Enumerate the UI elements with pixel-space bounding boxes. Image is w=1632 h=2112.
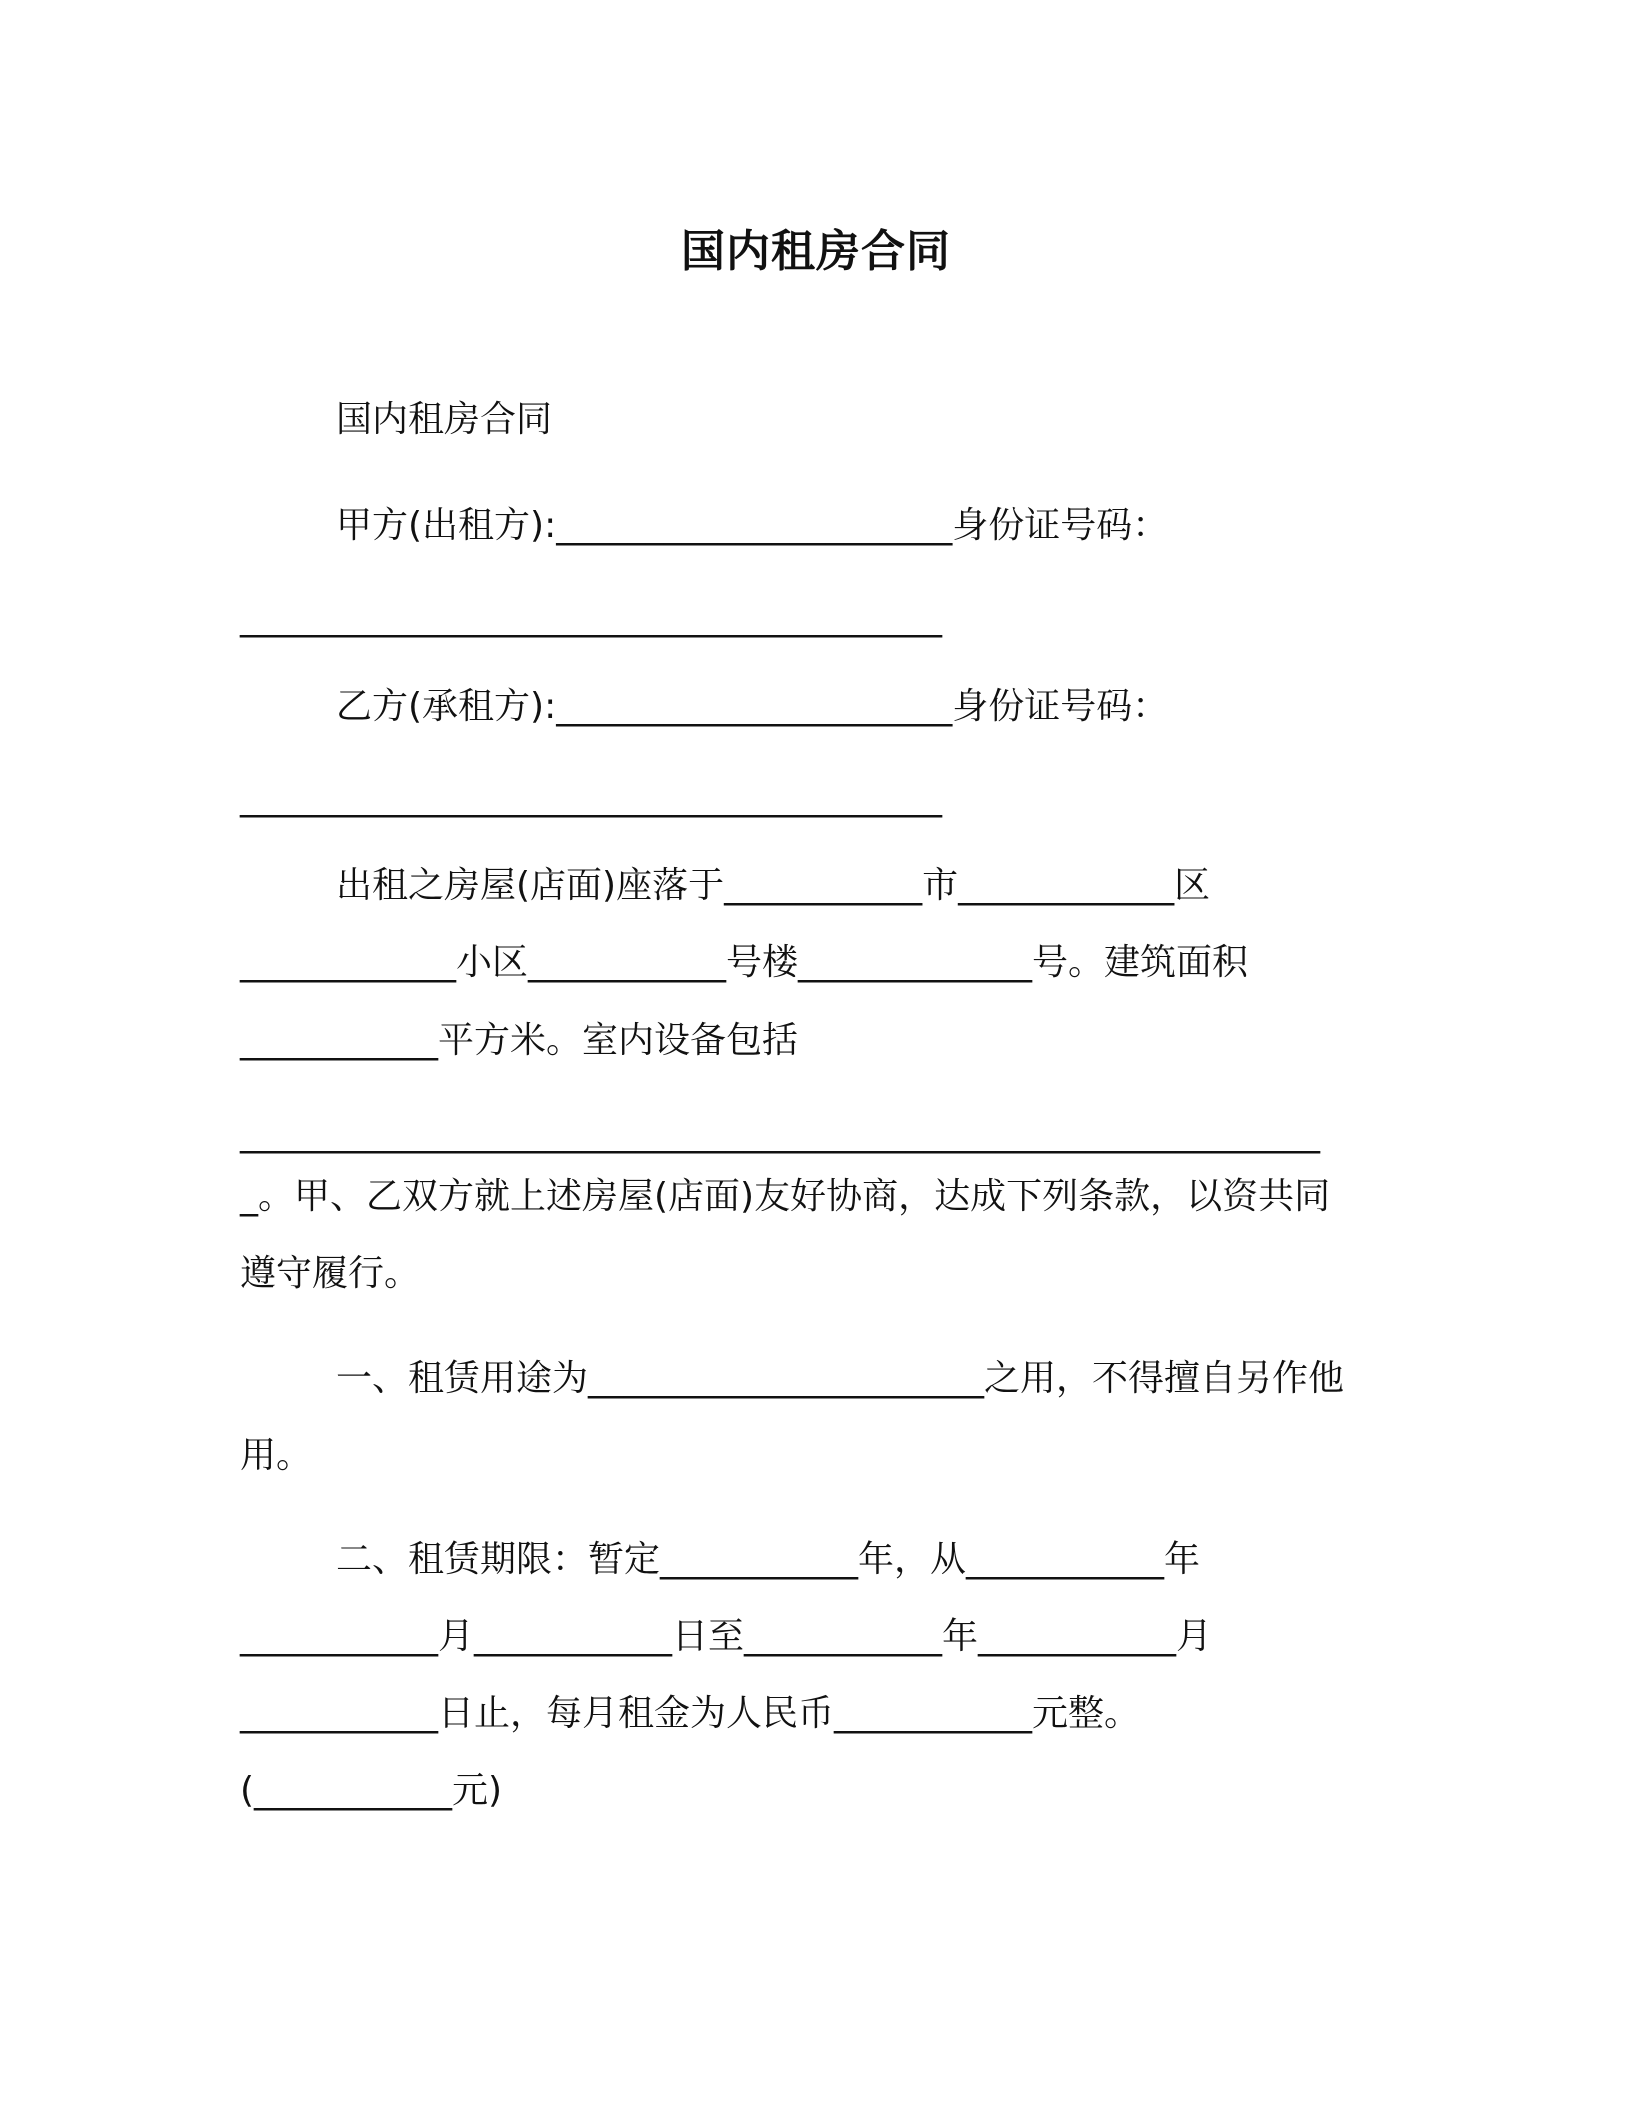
property-area-line: ___________平方米。室内设备包括 [240, 1020, 799, 1061]
party-a-line: 甲方(出租方):______________________身份证号码： [336, 505, 1169, 546]
property-address-line: ____________小区___________号楼_____________号。建筑面积 [240, 942, 1249, 983]
clause-2-line: 二、租赁期限：暂定___________年，从___________年 [336, 1539, 1201, 1580]
document-title: 国内租房合同 [681, 226, 951, 277]
clause-2-rent-amount: (___________元) [240, 1770, 503, 1811]
party-a-id-blank: _______________________________________ [240, 597, 942, 638]
agreement-line: _。甲、乙双方就上述房屋(店面)友好协商，达成下列条款，以资共同 [240, 1176, 1331, 1217]
party-b-id-blank: _______________________________________ [240, 777, 942, 818]
subtitle-line: 国内租房合同 [336, 399, 553, 440]
clause-1-line: 一、租赁用途为______________________之用，不得擅自另作他 [336, 1358, 1345, 1399]
party-b-line: 乙方(承租方):______________________身份证号码： [336, 686, 1169, 727]
equipment-blank-line: ____________________________________________________________ [240, 1113, 1320, 1154]
property-location-line: 出租之房屋(店面)座落于___________市____________区 [336, 865, 1211, 906]
clause-1-line-end: 用。 [240, 1435, 313, 1476]
agreement-line-end: 遵守履行。 [240, 1253, 421, 1294]
clause-2-dates-line: ___________月___________日至___________年___________月 [240, 1616, 1212, 1657]
clause-2-rent-line: ___________日止，每月租金为人民币___________元整。 [240, 1693, 1141, 1734]
